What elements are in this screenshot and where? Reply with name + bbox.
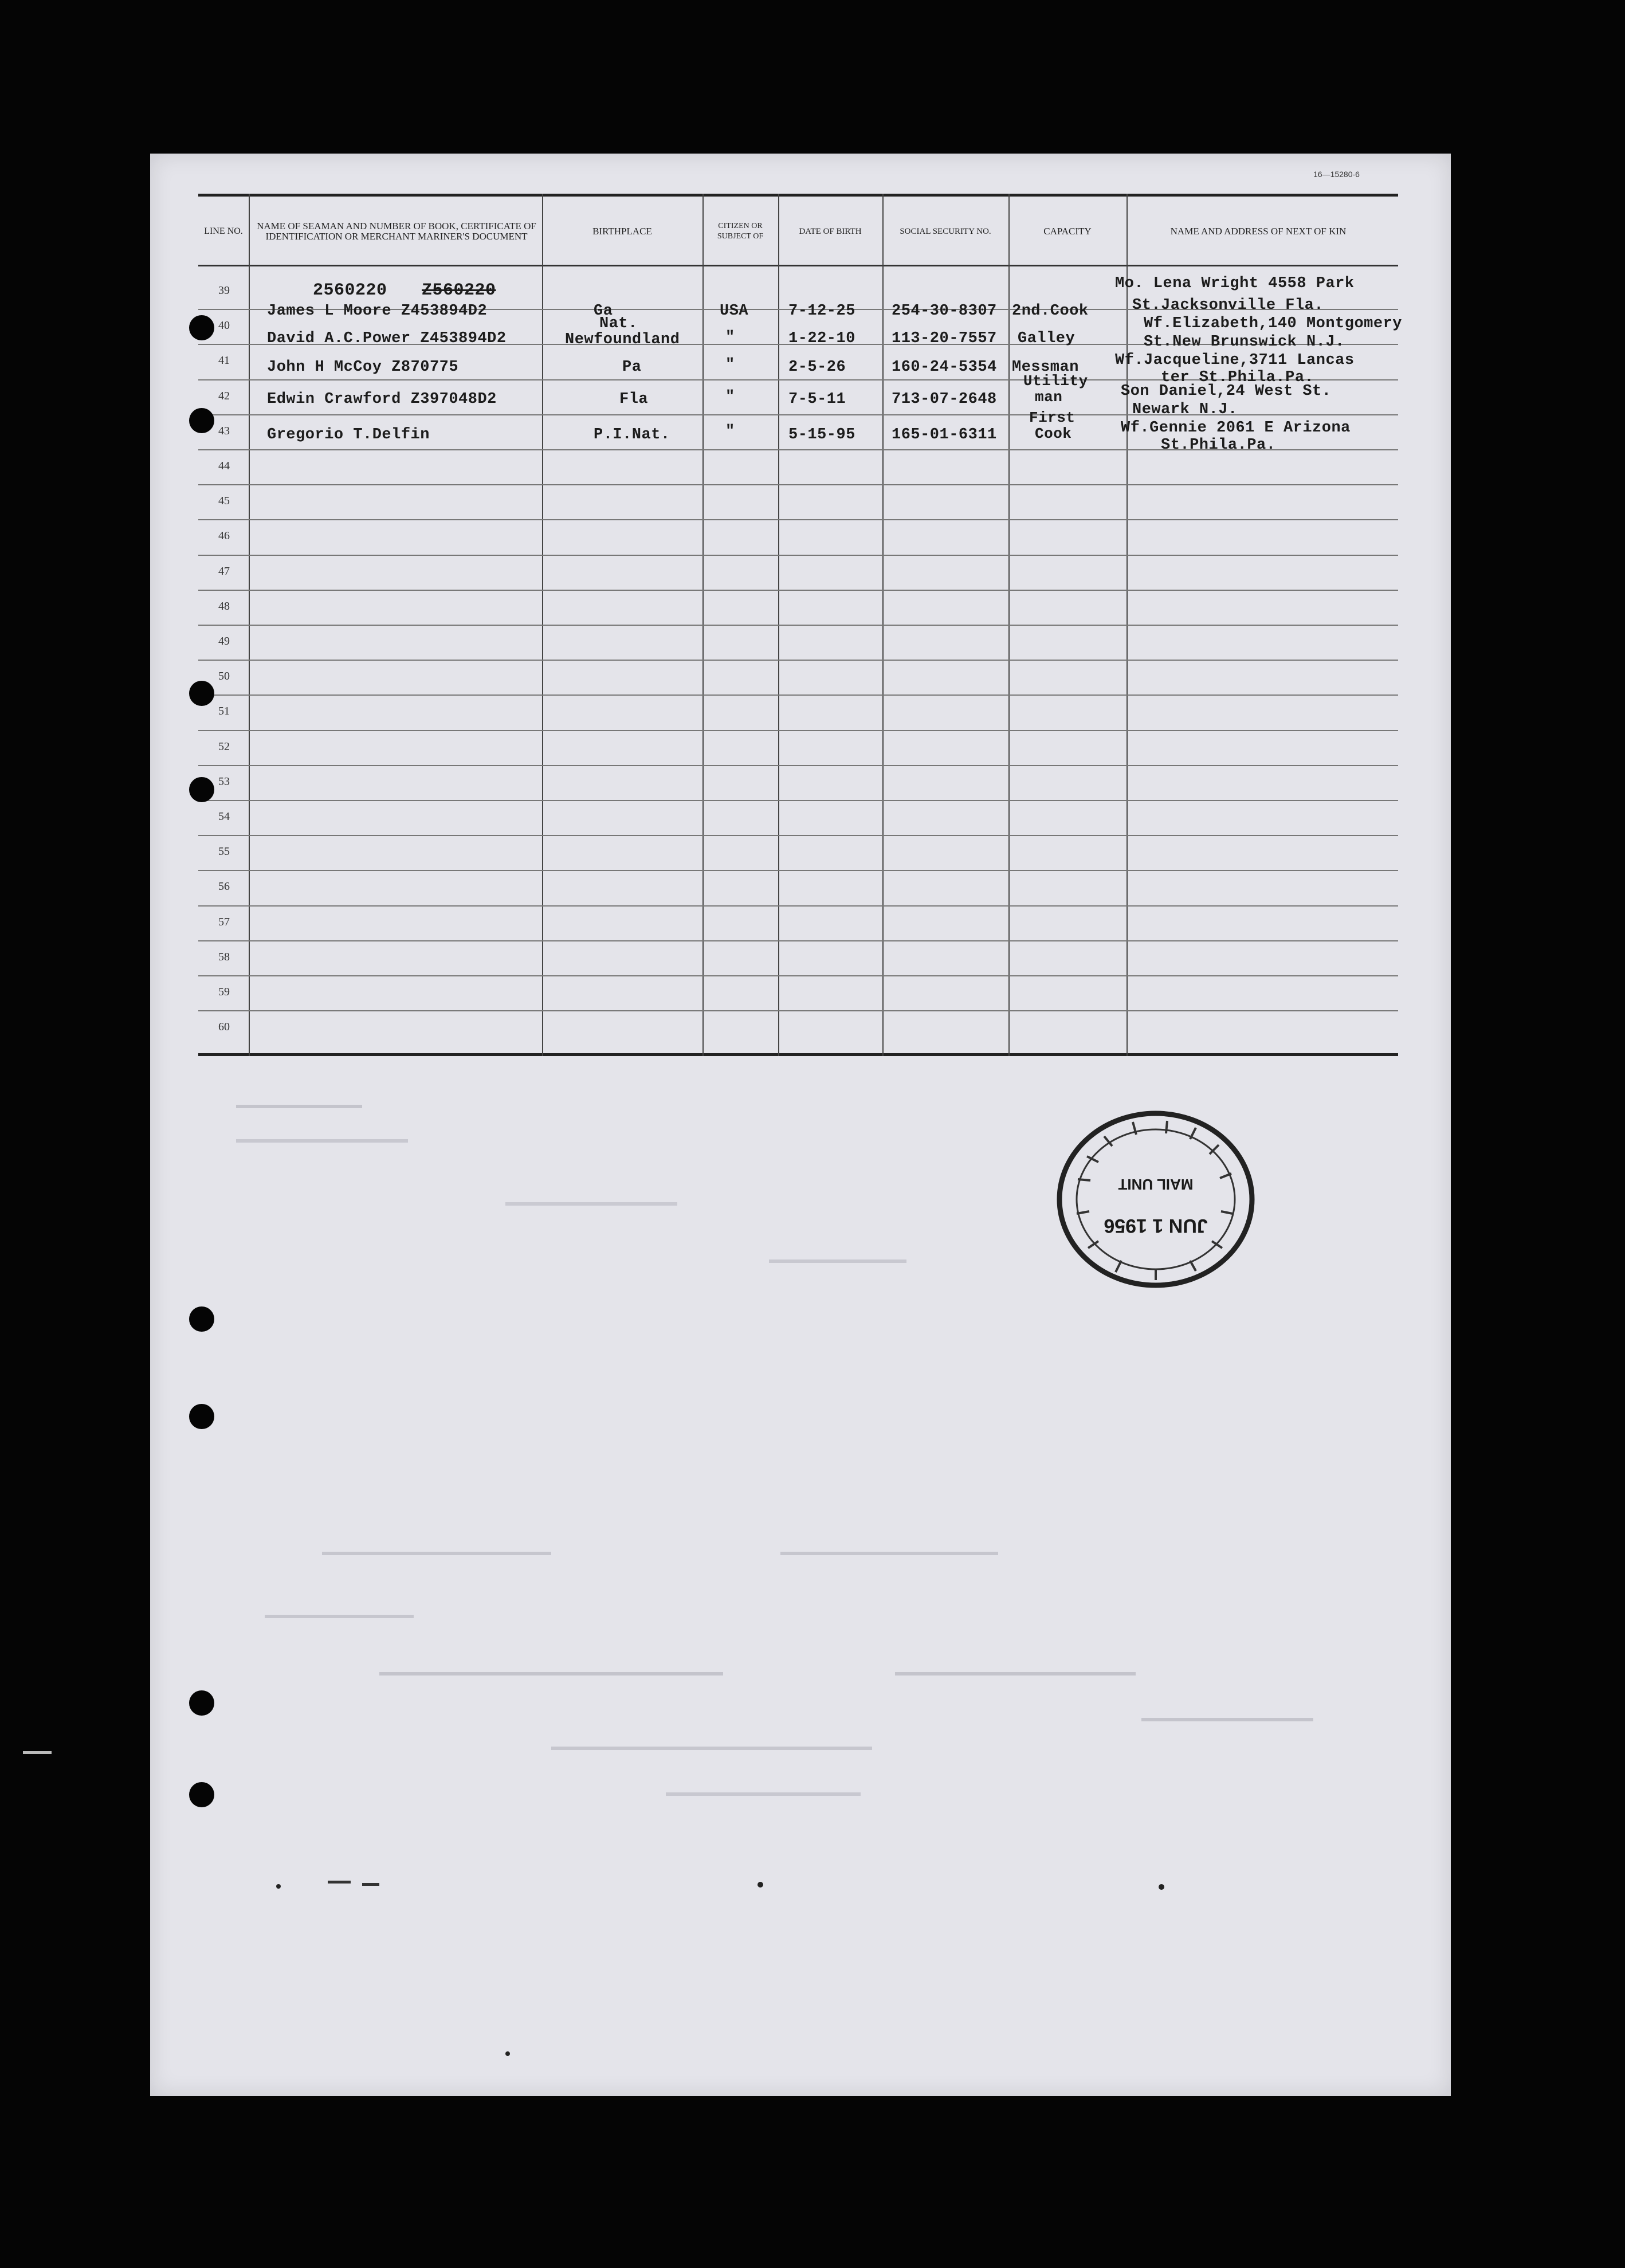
row-line <box>198 940 1398 941</box>
line-number: 39 <box>218 284 230 297</box>
postmark-stamp <box>1053 1105 1259 1294</box>
birthplace: Fla <box>619 391 649 408</box>
form-number: 16—15280-6 <box>1313 170 1360 179</box>
citizen: " <box>725 389 735 406</box>
table-top-rule <box>198 194 1398 197</box>
line-number: 60 <box>218 1021 230 1034</box>
line-number: 43 <box>218 424 230 437</box>
row-line <box>198 519 1398 520</box>
header-ssn: SOCIAL SECURITY NO. <box>900 227 991 236</box>
row-line <box>198 975 1398 976</box>
row-line <box>198 625 1398 626</box>
date-of-birth: 5-15-95 <box>788 426 855 444</box>
punch-hole <box>189 1404 214 1429</box>
next-of-kin: Wf.Elizabeth,140 Montgomery <box>1144 315 1402 332</box>
header-next-of-kin: NAME AND ADDRESS OF NEXT OF KIN <box>1170 226 1347 237</box>
punch-hole <box>189 1782 214 1807</box>
birthplace: Nat. <box>599 315 638 332</box>
line-number: 54 <box>218 810 230 823</box>
line-number: 56 <box>218 880 230 893</box>
seaman-name: Gregorio T.Delfin <box>267 426 430 444</box>
header-name: NAME OF SEAMAN AND NUMBER OF BOOK, CERTIFICATE OF IDENTIFICATION OR MERCHANT MARINER'S DOCUMENT <box>257 221 536 242</box>
header-citizen: CITIZEN OR SUBJECT OF <box>717 222 764 241</box>
header-bottom-rule <box>198 265 1398 266</box>
line-number: 53 <box>218 775 230 788</box>
row-line <box>198 484 1398 485</box>
stamp-date: JUN 1 1956 <box>1104 1215 1208 1237</box>
row-line <box>198 555 1398 556</box>
seaman-name: John H McCoy Z870775 <box>267 359 459 376</box>
next-of-kin-address: ter St.Phila.Pa. <box>1161 369 1314 386</box>
row-line <box>198 870 1398 871</box>
next-of-kin-address: St.New Brunswick N.J. <box>1144 333 1345 351</box>
book-number-top: 2560220 <box>313 281 387 300</box>
social-security-no: 254-30-8307 <box>892 303 997 320</box>
birthplace: Ga <box>594 303 613 320</box>
next-of-kin: Mo. Lena Wright 4558 Park <box>1115 275 1355 292</box>
line-number: 49 <box>218 635 230 648</box>
date-of-birth: 7-5-11 <box>788 391 846 408</box>
row-line <box>198 694 1398 696</box>
capacity: Utility <box>1023 372 1088 390</box>
header-birthplace: BIRTHPLACE <box>592 226 652 237</box>
capacity: 2nd.Cook <box>1012 303 1089 320</box>
birthplace: P.I.Nat. <box>594 426 670 444</box>
next-of-kin: Son Daniel,24 West St. <box>1121 383 1332 400</box>
line-number: 42 <box>218 389 230 402</box>
citizen: USA <box>720 303 749 320</box>
table-bottom-rule <box>198 1053 1398 1056</box>
capacity-line-2: Cook <box>1035 425 1072 442</box>
header-line-no: LINE NO. <box>204 226 243 236</box>
punch-hole <box>189 777 214 802</box>
row-line <box>198 835 1398 836</box>
punch-hole <box>189 1306 214 1332</box>
row-line <box>198 660 1398 661</box>
date-of-birth: 2-5-26 <box>788 359 846 376</box>
date-of-birth: 1-22-10 <box>788 330 855 347</box>
seaman-name: James L Moore Z453894D2 <box>267 303 488 320</box>
stamp-unit: MAIL UNIT <box>1118 1176 1194 1193</box>
social-security-no: 713-07-2648 <box>892 391 997 408</box>
line-number: 59 <box>218 986 230 998</box>
capacity: Galley <box>1018 330 1076 347</box>
social-security-no: 165-01-6311 <box>892 426 997 444</box>
next-of-kin: Wf.Gennie 2061 E Arizona <box>1121 419 1351 437</box>
crew-list-table <box>198 194 1402 1059</box>
edge-mark <box>23 1751 52 1754</box>
date-of-birth: 7-12-25 <box>788 303 855 320</box>
line-number: 51 <box>218 705 230 718</box>
manifest-page <box>150 154 1451 2096</box>
line-number: 44 <box>218 460 230 472</box>
line-number: 45 <box>218 495 230 508</box>
line-number: 48 <box>218 599 230 613</box>
row-line <box>198 730 1398 731</box>
birthplace: Pa <box>622 359 642 376</box>
row-line <box>198 590 1398 591</box>
birthplace-line-2: Newfoundland <box>565 331 680 348</box>
social-security-no: 160-24-5354 <box>892 359 997 376</box>
citizen: " <box>725 329 735 346</box>
header-capacity: CAPACITY <box>1043 226 1092 237</box>
punch-hole <box>189 408 214 433</box>
line-number: 52 <box>218 740 230 753</box>
line-number: 57 <box>218 915 230 928</box>
next-of-kin-address: St.Phila.Pa. <box>1161 437 1276 454</box>
next-of-kin-address: St.Jacksonville Fla. <box>1132 297 1324 314</box>
citizen: " <box>725 423 735 440</box>
line-number: 46 <box>218 529 230 543</box>
line-number: 41 <box>218 354 230 367</box>
social-security-no: 113-20-7557 <box>892 330 997 347</box>
capacity-line-2: man <box>1035 389 1063 406</box>
line-number: 50 <box>218 670 230 683</box>
punch-hole <box>189 1690 214 1716</box>
line-number: 58 <box>218 950 230 963</box>
punch-hole <box>189 681 214 706</box>
row-line <box>198 765 1398 766</box>
next-of-kin: Wf.Jacqueline,3711 Lancas <box>1115 352 1355 369</box>
header-dob: DATE OF BIRTH <box>799 227 862 236</box>
line-number: 55 <box>218 845 230 858</box>
row-line <box>198 905 1398 907</box>
row-line <box>198 1010 1398 1011</box>
seaman-name: David A.C.Power Z453894D2 <box>267 330 507 347</box>
seaman-name: Edwin Crawford Z397048D2 <box>267 391 497 408</box>
punch-hole <box>189 315 214 340</box>
line-number: 40 <box>218 319 230 332</box>
capacity: Messman <box>1012 359 1079 376</box>
book-number-struck: Z560220 <box>422 281 496 300</box>
row-line <box>198 800 1398 801</box>
line-number: 47 <box>218 564 230 578</box>
capacity: First <box>1029 409 1076 426</box>
citizen: " <box>725 356 735 374</box>
next-of-kin-address: Newark N.J. <box>1132 401 1238 418</box>
